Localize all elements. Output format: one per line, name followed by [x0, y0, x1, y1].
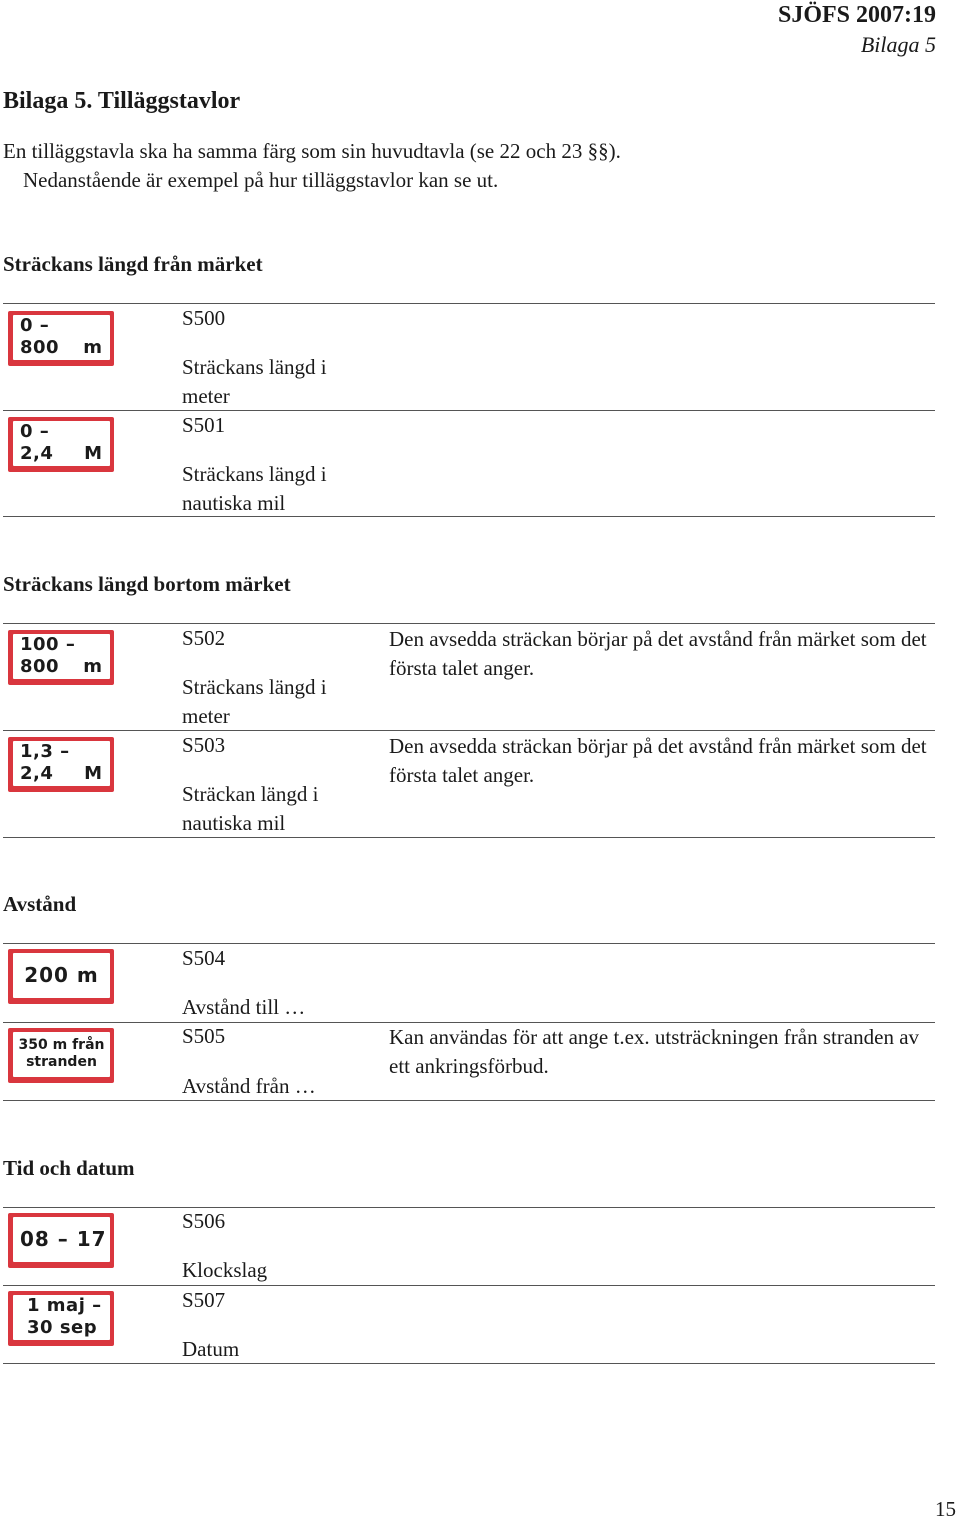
- sign-note: Kan användas för att ange t.ex. utsträckningen från stranden av ett ankringsförbud.: [389, 1025, 920, 1078]
- document-code: SJÖFS 2007:19: [777, 2, 936, 28]
- sign-line-1: 100 –: [20, 634, 76, 655]
- sign-s505: [8, 1028, 114, 1083]
- sign-code: S502: [182, 626, 226, 650]
- section-heading: Avstånd: [3, 892, 77, 916]
- sign-unit: M: [84, 763, 102, 784]
- sign-code: S506: [182, 1209, 226, 1233]
- sign-line-2: stranden: [26, 1054, 97, 1070]
- section-heading: Sträckans längd från märket: [3, 252, 263, 276]
- divider: [3, 303, 935, 304]
- divider: [3, 1285, 935, 1286]
- sign-code: S505: [182, 1024, 226, 1048]
- appendix-label: Bilaga 5: [860, 32, 936, 57]
- sign-code: S503: [182, 733, 226, 757]
- sign-description: Sträckan längd i nautiska mil: [182, 782, 319, 835]
- intro-line-1: En tilläggstavla ska ha samma färg som sin huvudtavla (se 22 och 23 §§).: [3, 139, 621, 163]
- section-heading: Sträckans längd bortom märket: [3, 572, 291, 596]
- intro-line-2: Nedanstående är exempel på hur tilläggstavlor kan se ut.: [23, 168, 499, 192]
- sign-line-2: 800: [20, 656, 60, 677]
- divider: [3, 410, 935, 411]
- sign-line-1: 0 –: [20, 421, 50, 442]
- sign-line-2: 2,4: [20, 763, 54, 784]
- sign-s506: [8, 1213, 114, 1268]
- divider: [3, 1100, 935, 1101]
- sign-note: Den avsedda sträckan börjar på det avstånd från märket som det första talet anger.: [389, 627, 927, 680]
- sign-text: 200 m: [24, 963, 99, 987]
- sign-description: Sträckans längd i meter: [182, 675, 327, 728]
- sign-unit: m: [83, 656, 102, 677]
- sign-description: Sträckans längd i nautiska mil: [182, 462, 327, 515]
- sign-s500: [8, 311, 114, 366]
- sign-line-1: 350 m från: [18, 1037, 105, 1053]
- sign-line-2: 2,4: [20, 443, 54, 464]
- sign-line-1: 1 maj –: [27, 1295, 102, 1316]
- divider: [3, 1207, 935, 1208]
- sign-code: S504: [182, 946, 226, 970]
- sign-code: S500: [182, 306, 226, 330]
- page-title: Bilaga 5. Tilläggstavlor: [3, 88, 241, 114]
- sign-line-2: 800: [20, 337, 60, 358]
- sign-unit: M: [84, 443, 102, 464]
- sign-description: Sträckans längd i meter: [182, 355, 327, 408]
- section-heading: Tid och datum: [3, 1156, 135, 1180]
- sign-s504: [8, 949, 114, 1004]
- sign-s502: [8, 630, 114, 685]
- sign-code: S501: [182, 413, 226, 437]
- divider: [3, 837, 935, 838]
- sign-line-1: 1,3 –: [20, 741, 70, 762]
- divider: [3, 1363, 935, 1364]
- sign-line-1: 0 –: [20, 315, 50, 336]
- divider: [3, 623, 935, 624]
- sign-unit: m: [83, 337, 102, 358]
- sign-description: Avstånd till …: [182, 995, 306, 1019]
- sign-description: Datum: [182, 1337, 240, 1361]
- sign-code: S507: [182, 1288, 226, 1312]
- page-number: 15: [935, 1497, 956, 1521]
- divider: [3, 730, 935, 731]
- sign-description: Klockslag: [182, 1258, 268, 1282]
- sign-s507: [8, 1291, 114, 1346]
- sign-note: Den avsedda sträckan börjar på det avstånd från märket som det första talet anger.: [389, 734, 927, 787]
- sign-s501: [8, 417, 114, 472]
- sign-s503: [8, 737, 114, 792]
- divider: [3, 516, 935, 517]
- divider: [3, 943, 935, 944]
- sign-description: Avstånd från …: [182, 1074, 316, 1098]
- sign-text: 08 – 17: [20, 1227, 107, 1251]
- sign-line-2: 30 sep: [27, 1317, 98, 1338]
